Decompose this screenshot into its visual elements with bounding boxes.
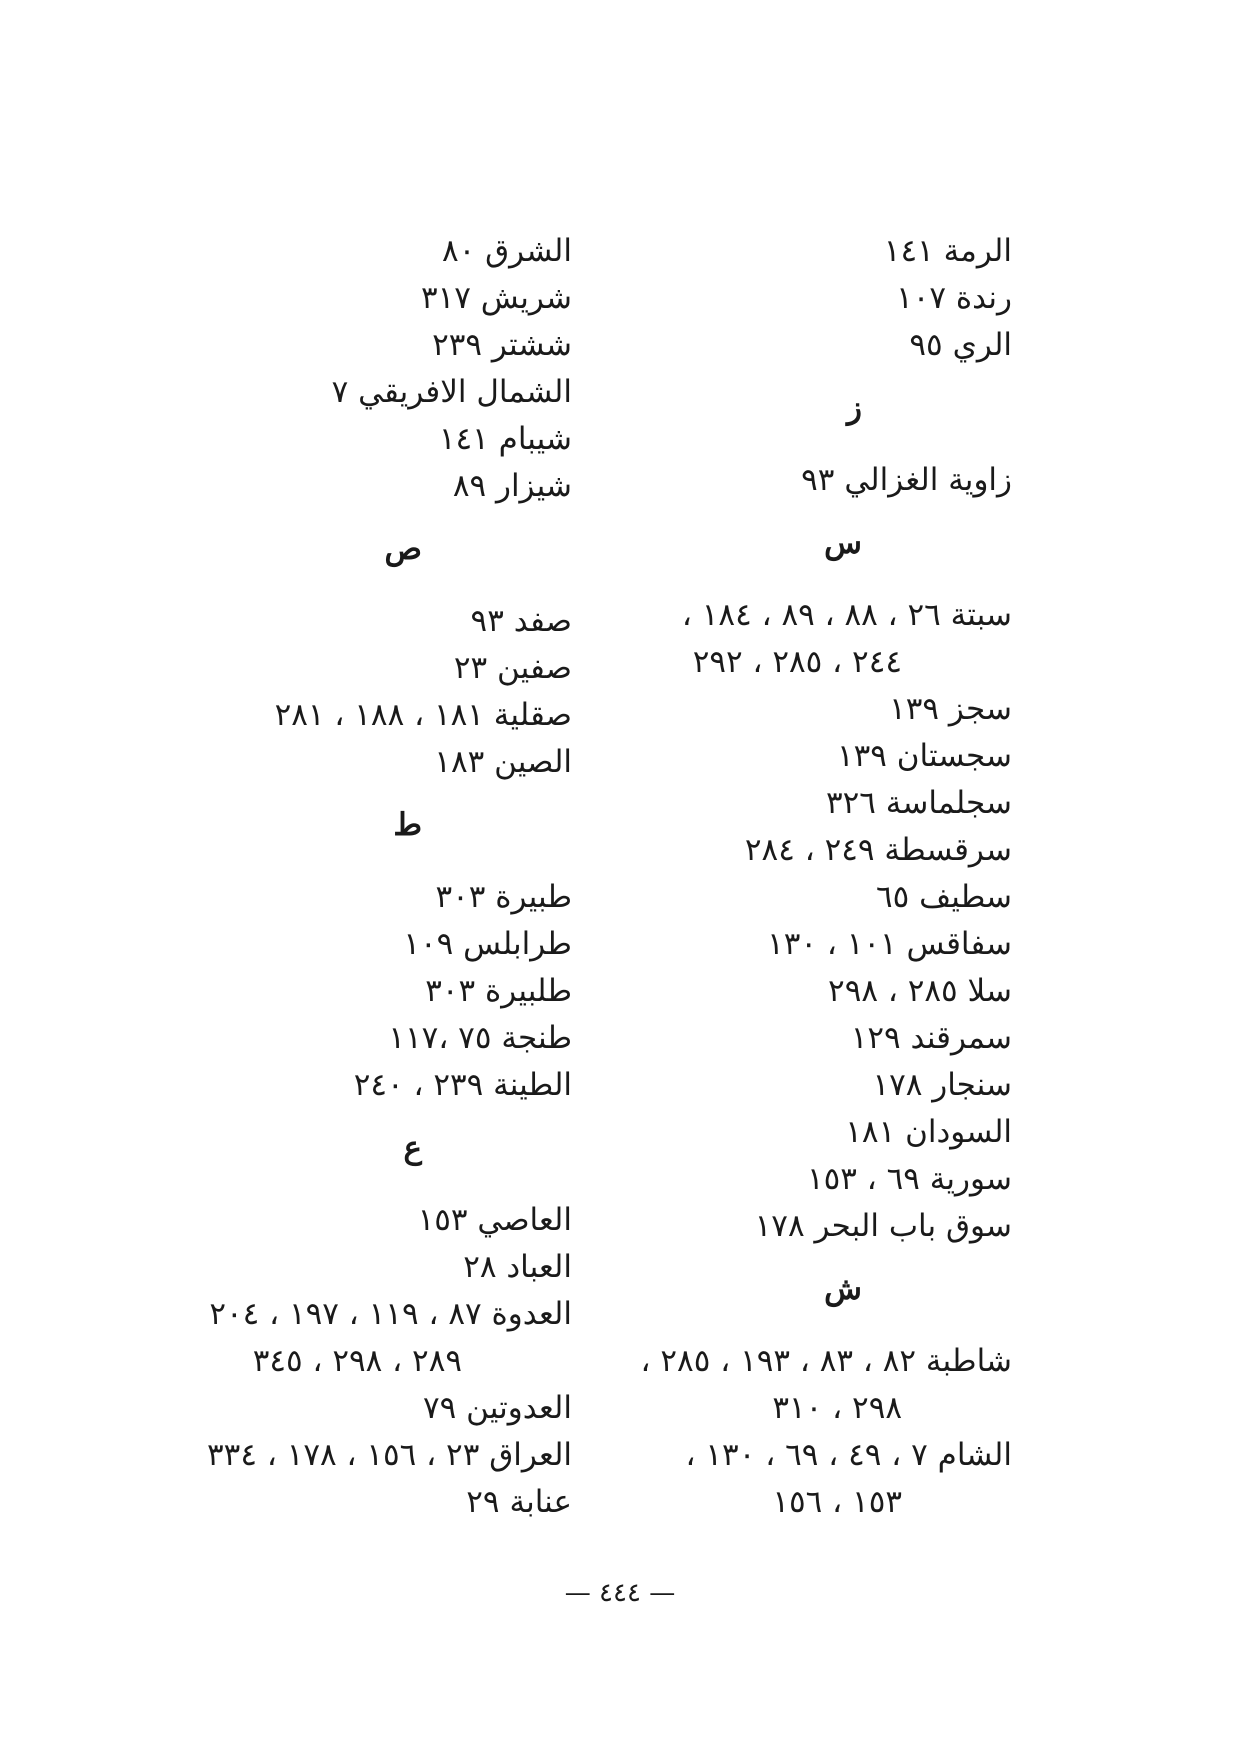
index-entry: عنابة ٢٩: [466, 1484, 572, 1520]
index-entry: شريش ٣١٧: [420, 280, 572, 316]
index-entry: طرابلس ١٠٩: [403, 926, 572, 962]
index-entry: سلا ٢٨٥ ، ٢٩٨: [828, 973, 1012, 1009]
index-entry: شيزار ٨٩: [452, 468, 572, 504]
index-entry: العاصي ١٥٣: [417, 1202, 572, 1238]
index-entry: زاوية الغزالي ٩٣: [801, 462, 1012, 498]
index-entry: العدوتين ٧٩: [422, 1390, 572, 1426]
index-entry: الشرق ٨٠: [441, 233, 572, 269]
index-entry: الطينة ٢٣٩ ، ٢٤٠: [353, 1067, 572, 1103]
index-entry: سرقسطة ٢٤٩ ، ٢٨٤: [744, 832, 1012, 868]
index-entry: ششتر ٢٣٩: [432, 327, 572, 363]
letter-heading-zay: ز: [847, 390, 862, 426]
letter-heading-shin: ش: [824, 1271, 862, 1307]
index-entry-continuation: ٢٩٨ ، ٣١٠: [772, 1390, 902, 1426]
letter-heading-sad: ص: [384, 531, 422, 567]
index-entry: الرمة ١٤١: [883, 233, 1012, 269]
index-column-left: [52, 228, 572, 1526]
index-entry: شيبام ١٤١: [438, 421, 572, 457]
index-entry: السودان ١٨١: [845, 1114, 1012, 1150]
index-entry: العباد ٢٨: [463, 1249, 572, 1285]
index-entry: طنجة ٧٥ ،١١٧: [388, 1020, 572, 1056]
index-entry: العراق ٢٣ ، ١٥٦ ، ١٧٨ ، ٣٣٤: [207, 1437, 572, 1473]
index-entry: سورية ٦٩ ، ١٥٣: [806, 1161, 1012, 1197]
index-entry: صفين ٢٣: [453, 650, 572, 686]
page-number: — ٤٤٤ —: [564, 1578, 676, 1608]
index-entry: سجلماسة ٣٢٦: [825, 785, 1012, 821]
index-entry: سجز ١٣٩: [889, 691, 1012, 727]
index-entry: سنجار ١٧٨: [872, 1067, 1012, 1103]
index-entry: الصين ١٨٣: [434, 744, 572, 780]
index-entry: سجستان ١٣٩: [836, 738, 1012, 774]
index-entry-continuation: ٢٤٤ ، ٢٨٥ ، ٢٩٢: [692, 644, 902, 680]
index-entry: الشام ٧ ، ٤٩ ، ٦٩ ، ١٣٠ ،: [685, 1437, 1012, 1473]
index-entry-continuation: ٢٨٩ ، ٢٩٨ ، ٣٤٥: [252, 1343, 462, 1379]
index-entry: صفد ٩٣: [470, 603, 572, 639]
index-entry: سطيف ٦٥: [875, 879, 1012, 915]
index-entry: العدوة ٨٧ ، ١١٩ ، ١٩٧ ، ٢٠٤: [209, 1296, 572, 1332]
index-entry: طلبيرة ٣٠٣: [425, 973, 572, 1009]
letter-heading-ta: ط: [393, 807, 422, 843]
index-entry: سفاقس ١٠١ ، ١٣٠: [767, 926, 1012, 962]
index-entry: الري ٩٥: [909, 327, 1012, 363]
index-entry: شاطبة ٨٢ ، ٨٣ ، ١٩٣ ، ٢٨٥ ،: [640, 1343, 1012, 1379]
index-entry: سمرقند ١٢٩: [850, 1020, 1012, 1056]
index-entry: رندة ١٠٧: [896, 280, 1012, 316]
index-entry-continuation: ١٥٣ ، ١٥٦: [772, 1484, 902, 1520]
letter-heading-sin: س: [824, 525, 862, 561]
letter-heading-ayn: ع: [403, 1130, 422, 1166]
index-entry: سوق باب البحر ١٧٨: [754, 1208, 1012, 1244]
index-entry: صقلية ١٨١ ، ١٨٨ ، ٢٨١: [274, 697, 572, 733]
index-entry: الشمال الافريقي ٧: [331, 374, 572, 410]
index-entry: طبيرة ٣٠٣: [435, 879, 572, 915]
index-column-right: [582, 228, 1012, 1526]
index-entry: سبتة ٢٦ ، ٨٨ ، ٨٩ ، ١٨٤ ،: [681, 597, 1012, 633]
